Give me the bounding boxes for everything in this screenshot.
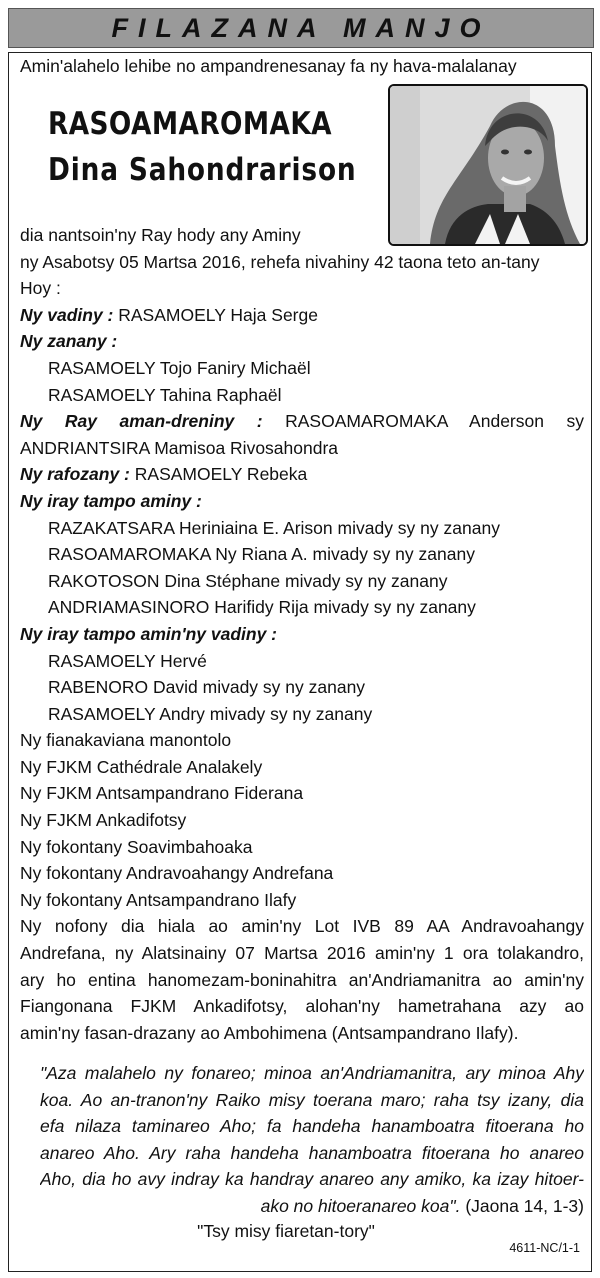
deceased-given-names: Dina Sahondrarison (48, 152, 357, 188)
spouse-line (20, 302, 584, 329)
spouse-name: RASAMOELY Haja Serge (118, 304, 318, 325)
spouse-siblings-label: Ny iray tampo amin'ny vadiny : (20, 623, 278, 644)
parents-label: Ny Ray aman-dreniny : (20, 411, 263, 432)
child-name: RASAMOELY Tojo Faniry Michaël (48, 357, 311, 378)
other-mourner: Ny FJKM Cathédrale Analakely (20, 756, 263, 777)
sibling-name: RAKOTOSON Dina Stéphane mivady sy ny zanany (48, 570, 448, 591)
grandchild-label: Ny rafozany : (20, 464, 130, 485)
ad-code: 4611-NC/1-1 (509, 1241, 580, 1255)
other-mourner: Ny fianakaviana manontolo (20, 730, 232, 751)
sibling-name: RAZAKATSARA Heriniaina E. Arison mivady sy ny zanany (48, 517, 500, 538)
children-label-line (20, 328, 584, 355)
other-mourner: Ny fokontany Soavimbahoaka (20, 836, 253, 857)
other-mourner: Ny fokontany Andravoahangy Andrefana (20, 863, 334, 884)
funeral-notice-line: Fiangonana FJKM Ankadifotsy, alohan'ny hametrahana azy ao (20, 996, 584, 1017)
obituary-body (20, 222, 584, 1046)
siblings-label-line (20, 488, 584, 515)
other-mourner: Ny FJKM Antsampandrano Fiderana (20, 783, 304, 804)
header-band (8, 8, 594, 48)
announcement-line: Hoy : (20, 278, 61, 299)
bible-quote-line: ako no hitoeranareo koa". (260, 1195, 461, 1216)
funeral-notice-line: Andrefana, ny Alatsinainy 07 Martsa 2016 amin'ny 1 ora tolakandro, (20, 943, 584, 964)
bible-quote-last-line (40, 1193, 584, 1220)
bible-reference: (Jaona 14, 1-3) (465, 1195, 584, 1216)
funeral-notice-line: Ny nofony dia hiala ao amin'ny Lot IVB 89 AA Andravoahangy (20, 916, 584, 937)
parents-name-part2: ANDRIANTSIRA Mamisoa Rivosahondra (20, 437, 339, 458)
other-mourner: Ny fokontany Antsampandrano Ilafy (20, 889, 297, 910)
bible-quote-line: Aho, dia ho avy indray ka handray anareo any amiko, ka izay hitoer- (40, 1169, 584, 1190)
funeral-notice (20, 913, 584, 1046)
parents-line (20, 408, 584, 435)
parents-name-part1: RASOAMAROMAKA Anderson sy (285, 411, 584, 432)
grandchild-name: RASAMOELY Rebeka (134, 464, 308, 485)
announcement-line: dia nantsoin'ny Ray hody any Aminy (20, 225, 301, 245)
bible-quote-line: koa. Ao an-tranon'ny Raiko misy toerana maro; raha tsy izany, dia (40, 1089, 584, 1110)
sibling-name: ANDRIAMASINORO Harifidy Rija mivady sy ny zanany (48, 597, 476, 618)
spouse-siblings-label-line (20, 621, 584, 648)
motto (0, 1221, 600, 1242)
funeral-notice-line: amin'ny fasan-drazany ao Ambohimena (Antsampandrano Ilafy). (20, 1022, 519, 1043)
sibling-name: RASOAMAROMAKA Ny Riana A. mivady sy ny zanany (48, 544, 475, 565)
other-mourner: Ny FJKM Ankadifotsy (20, 810, 187, 831)
child-name: RASAMOELY Tahina Raphaël (48, 384, 282, 405)
siblings-label: Ny iray tampo aminy : (20, 490, 202, 511)
announcement-line: ny Asabotsy 05 Martsa 2016, rehefa nivahiny 42 taona teto an-tany (20, 251, 540, 272)
portrait-photo-icon (390, 86, 586, 244)
children-label: Ny zanany : (20, 331, 118, 352)
spouse-sibling-name: RASAMOELY Hervé (48, 650, 207, 671)
intro-text: Amin'alahelo lehibe no ampandrenesanay fa ny hava-malalanay (20, 56, 517, 76)
deceased-surname: RASOAMAROMAKA (48, 106, 333, 142)
bible-quote-line: anareo Aho. Ary raha handeha hanamboatra fitoerana ho anareo (40, 1142, 584, 1163)
spouse-label: Ny vadiny : (20, 304, 114, 325)
bible-quote-line: efa nilaza taminareo Aho; fa handeha hanamboatra fitoerana ho (40, 1116, 584, 1137)
grandchild-line (20, 461, 584, 488)
header-title: FILAZANA MANJO (111, 12, 491, 43)
funeral-notice-line: ary ho entina hanomezam-boninahitra an'Andriamanitra ao amin'ny (20, 969, 584, 990)
bible-quote (40, 1060, 584, 1220)
motto-text: "Tsy misy fiaretan-tory" (197, 1221, 375, 1241)
bible-quote-line: "Aza malahelo ny fonareo; minoa an'Andriamanitra, ary minoa Ahy (40, 1063, 584, 1083)
spouse-sibling-name: RASAMOELY Andry mivady sy ny zanany (48, 703, 373, 724)
spouse-sibling-name: RABENORO David mivady sy ny zanany (48, 677, 366, 698)
